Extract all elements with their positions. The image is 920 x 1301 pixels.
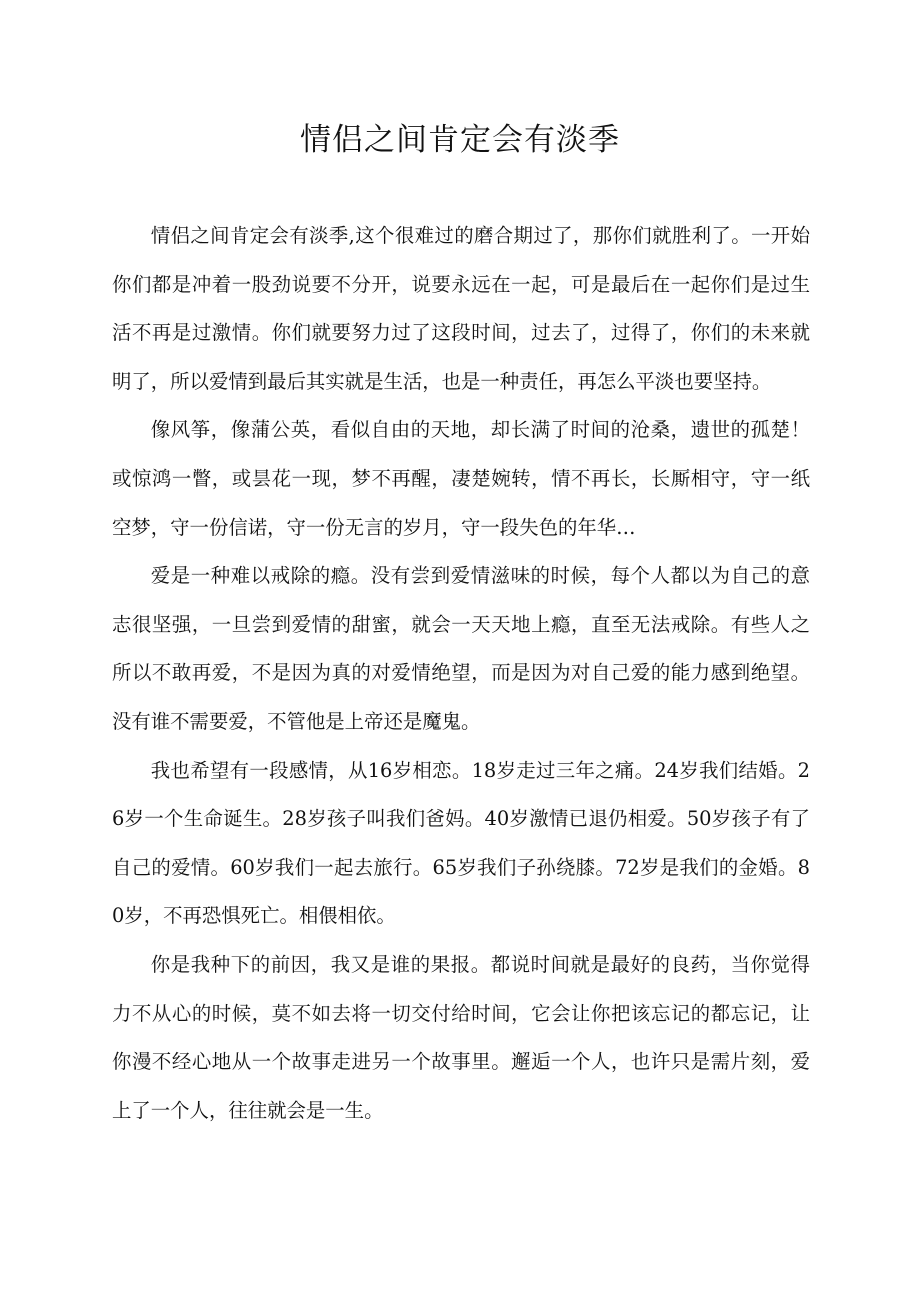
paragraph-5: 你是我种下的前因，我又是谁的果报。都说时间就是最好的良药，当你觉得力不从心的时候，莫不如去将一切交付给时间，它会让你把该忘记的都忘记，让你漫不经心地从一个故事走进另一个故事里。邂逅一个人，也许只是需片刻，爱上了一个人，往往就会是一生。	[112, 952, 810, 1122]
paragraph-1: 情侣之间肯定会有淡季,这个很难过的磨合期过了，那你们就胜利了。一开始你们都是冲着一股劲说要不分开，说要永远在一起，可是最后在一起你们是过生活不再是过激情。你们就要努力过了这段时间，过去了，过得了，你们的未来就明了，所以爱情到最后其实就是生活，也是一种责任，再怎么平淡也要坚持。	[112, 224, 810, 393]
paragraph-2: 像风筝，像蒲公英，看似自由的天地，却长满了时间的沧桑，遗世的孤楚！或惊鸿一瞥，或昙花一现，梦不再醒，凄楚婉转，情不再长，长厮相守，守一纸空梦，守一份信诺，守一份无言的岁月，守一段失色的年华…	[112, 418, 810, 539]
document-body	[112, 212, 810, 1135]
document-title: 情侣之间肯定会有淡季	[300, 122, 620, 158]
paragraph-3: 爱是一种难以戒除的瘾。没有尝到爱情滋味的时候，每个人都以为自己的意志很坚强，一旦尝到爱情的甜蜜，就会一天天地上瘾，直至无法戒除。有些人之所以不敢再爱，不是因为真的对爱情绝望，而是因为对自己爱的能力感到绝望。没有谁不需要爱，不管他是上帝还是魔鬼。	[112, 564, 810, 733]
paragraph-4: 我也希望有一段感情，从16岁相恋。18岁走过三年之痛。24岁我们结婚。26岁一个生命诞生。28岁孩子叫我们爸妈。40岁激情已退仍相爱。50岁孩子有了自己的爱情。60岁我们一起去旅行。65岁我们子孙绕膝。72岁是我们的金婚。80岁，不再恐惧死亡。相偎相依。	[112, 758, 810, 928]
